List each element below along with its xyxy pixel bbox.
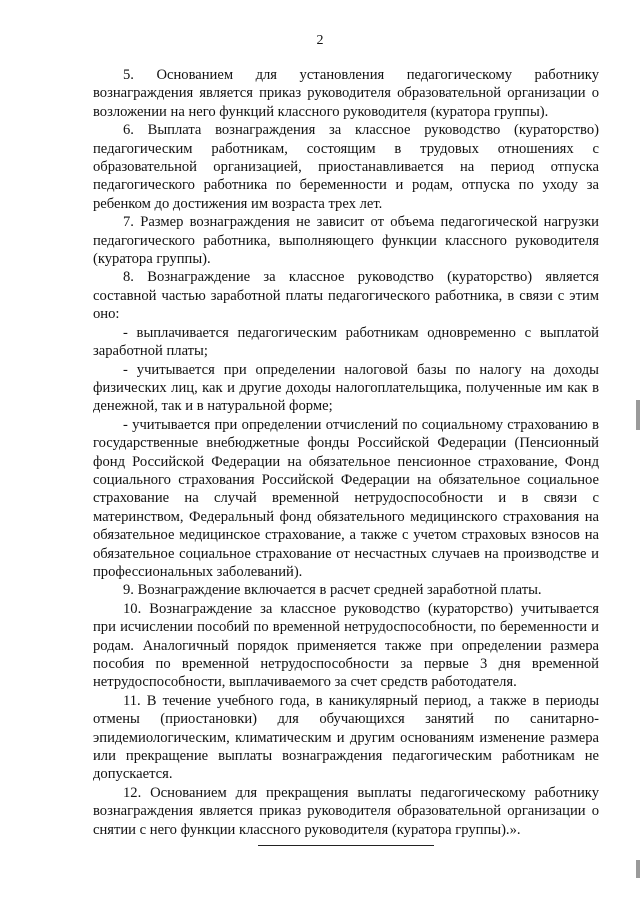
end-divider-line: [258, 845, 434, 846]
paragraph-9: 9. Вознаграждение включается в расчет средней заработной платы.: [123, 582, 542, 599]
list-item-tax: - учитывается при определении налоговой базы по налогу на доходы физических лиц, как и другие доходы налогоплательщика, полученные им как в денежной, так и в натуральной форме;: [93, 361, 599, 415]
list-item-social-insurance: - учитывается при определении отчислений по социальному страхованию в государственные внебюджетные фонды Российской Федерации (Пенсионный фонд Российской Федерации на обязательное пенсионное страхование, Фонд социального страхования Российской Федерации на обязательное социальное страхование на случай временной нетрудоспособности и в связи с материнством, Федеральный фонд обязательного медицинского страхования на обязательное медицинское страхование, а также с учетом страховых взносов на обязательное социальное страхование от несчастных случаев на производстве и профессиональных заболеваний).: [93, 416, 599, 580]
paragraph-6: 6. Выплата вознаграждения за классное руководство (кураторство) педагогическим работникам, состоящим в трудовых отношениях с образовательной организацией, приостанавливается на период отпуска педагогического работника по беременности и родам, отпуска по уходу за ребенком до достижения им возраста трех лет.: [93, 122, 599, 212]
paragraph-5: 5. Основанием для установления педагогическому работнику вознаграждения является приказ руководителя образовательной организации о возложении на него функций классного руководителя (куратора группы).: [93, 67, 599, 120]
list-item-salary: - выплачивается педагогическим работникам одновременно с выплатой заработной платы;: [93, 324, 599, 360]
scan-edge-mark: [636, 400, 640, 430]
paragraph-10: 10. Вознаграждение за классное руководство (кураторство) учитывается при исчислении пособий по временной нетрудоспособности, по беременности и родам. Аналогичный порядок применяется также при определении размера пособия по временной нетрудоспособности за первые 3 дня временной нетрудоспособности, выплачиваемого за счет средств работодателя.: [93, 600, 599, 691]
paragraph-12: 12. Основанием для прекращения выплаты педагогическому работнику вознаграждения является приказ руководителя образовательной организации о снятии с него функции классного руководителя (куратора группы).».: [93, 784, 599, 838]
paragraph-11: 11. В течение учебного года, в каникулярный период, а также в периоды отмены (приостановки) для обучающихся занятий по санитарно-эпидемиологическим, климатическим и другим основаниям изменение размера или прекращение выплаты вознаграждения педагогическим работникам не допускается.: [93, 692, 599, 783]
paragraph-7: 7. Размер вознаграждения не зависит от объема педагогической нагрузки педагогического работника, выполняющего функции классного руководителя (куратора группы).: [93, 214, 599, 268]
scan-edge-mark: [636, 860, 640, 878]
paragraph-8: 8. Вознаграждение за классное руководство (кураторство) является составной частью заработной платы педагогического работника, в связи с этим оно:: [93, 269, 599, 323]
document-body: [93, 66, 599, 839]
page-number: 2: [316, 33, 324, 48]
